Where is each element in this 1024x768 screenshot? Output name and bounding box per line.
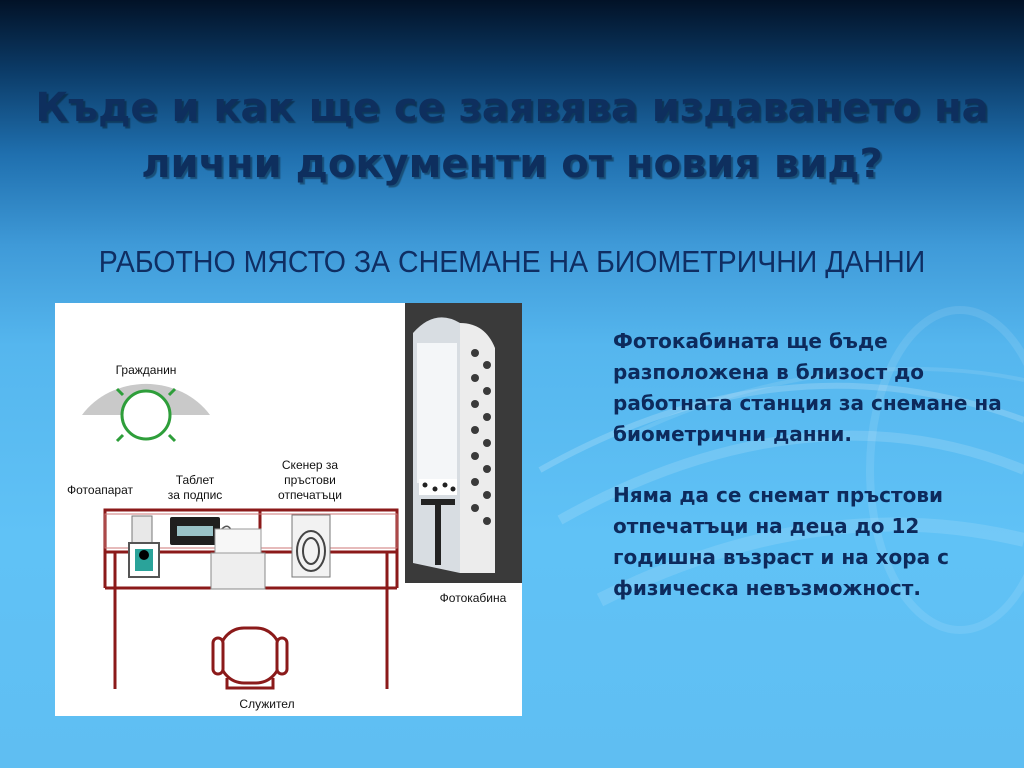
camera-label: Фотоапарат [67, 483, 133, 497]
photo-face-icon [139, 550, 149, 560]
tablet-screen-icon [177, 526, 213, 536]
citizen-label: Гражданин [115, 363, 177, 377]
scanner-label-line1: Скенер за [281, 458, 339, 472]
slide-subtitle: РАБОТНО МЯСТО ЗА СНЕМАНЕ НА БИОМЕТРИЧНИ ДАННИ [98, 244, 926, 279]
paragraph-fingerprints: Няма да се снемат пръстови отпечатъци на деца до 12 годишна възраст и на хора с физическа невъзможност. [613, 483, 949, 600]
paragraph-booth: Фотокабината ще бъде разположена в близост до работната станция за снемане на биометрични данни. [613, 329, 1002, 446]
monitor-icon [215, 529, 261, 553]
camera-icon [132, 516, 152, 546]
description-text [613, 326, 1008, 634]
workstation-figure [55, 303, 522, 716]
booth-label: Фотокабина [439, 591, 507, 605]
booth-panel-right [460, 323, 495, 573]
booth-interior [417, 343, 457, 483]
booth-stool-leg [435, 505, 441, 565]
slide-title: Къде и как ще се заявява издаването на лични документи от новия вид? [35, 85, 989, 187]
scanner-label-line2: пръстови [284, 473, 336, 487]
tablet-label-line1: Таблет [175, 473, 215, 487]
tablet-label-line2: за подпис [167, 488, 223, 502]
officer-chair-icon [213, 628, 287, 688]
citizen-head-icon [122, 391, 170, 439]
officer-label: Служител [239, 697, 295, 711]
booth-stool-top [421, 499, 455, 505]
workstation-diagram [55, 303, 522, 716]
scanner-label-line3: отпечатъци [278, 488, 342, 502]
keyboard-icon [211, 553, 265, 589]
